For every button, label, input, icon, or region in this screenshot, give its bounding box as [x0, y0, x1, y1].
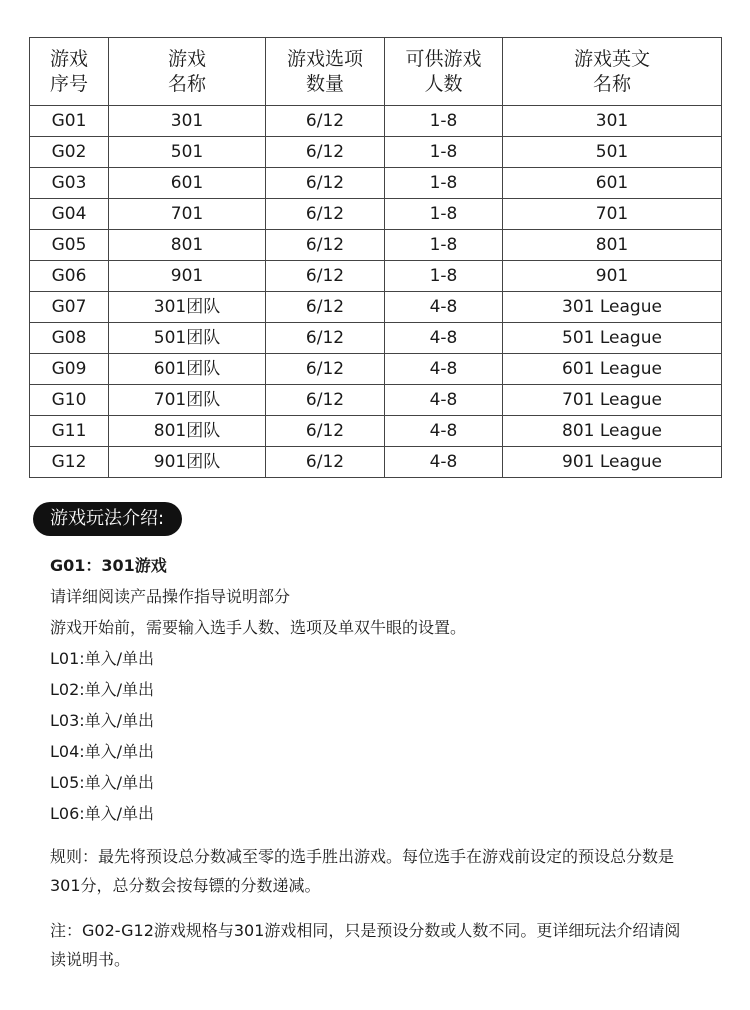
cell-english-name: 901 League	[503, 447, 722, 478]
cell-option-count: 6/12	[266, 416, 385, 447]
cell-player-count: 4-8	[385, 323, 503, 354]
intro-line: L03:单入/单出	[50, 711, 155, 730]
cell-game-name: 901	[109, 261, 266, 292]
intro-line: 请详细阅读产品操作指导说明部分	[50, 587, 291, 606]
cell-game-name: 601	[109, 168, 266, 199]
table-header-row	[30, 38, 722, 106]
cell-game-id: G11	[30, 416, 109, 447]
intro-line: L01:单入/单出	[50, 649, 155, 668]
intro-line: L06:单入/单出	[50, 804, 155, 823]
cell-player-count: 1-8	[385, 230, 503, 261]
cell-english-name: 901	[503, 261, 722, 292]
cell-player-count: 4-8	[385, 447, 503, 478]
cell-game-name: 801团队	[109, 416, 266, 447]
cell-option-count: 6/12	[266, 323, 385, 354]
cell-game-name: 501	[109, 137, 266, 168]
cell-english-name: 701	[503, 199, 722, 230]
cell-player-count: 4-8	[385, 416, 503, 447]
cell-player-count: 4-8	[385, 354, 503, 385]
cell-player-count: 4-8	[385, 292, 503, 323]
cell-option-count: 6/12	[266, 106, 385, 137]
cell-english-name: 301	[503, 106, 722, 137]
cell-option-count: 6/12	[266, 199, 385, 230]
header-option-count: 游戏选项 数量	[266, 38, 385, 106]
cell-game-name: 801	[109, 230, 266, 261]
game-heading: G01：301游戏	[50, 556, 167, 575]
cell-game-name: 701	[109, 199, 266, 230]
table-body	[30, 106, 722, 478]
game-spec-table-container	[29, 37, 721, 478]
cell-game-id: G01	[30, 106, 109, 137]
table-row	[30, 354, 722, 385]
cell-game-id: G05	[30, 230, 109, 261]
cell-english-name: 701 League	[503, 385, 722, 416]
table-row	[30, 447, 722, 478]
section-title-pill: 游戏玩法介绍:	[33, 502, 182, 536]
header-game-name: 游戏 名称	[109, 38, 266, 106]
cell-english-name: 501	[503, 137, 722, 168]
cell-english-name: 601	[503, 168, 722, 199]
cell-english-name: 301 League	[503, 292, 722, 323]
intro-content	[50, 553, 710, 974]
game-spec-table	[29, 37, 722, 478]
cell-english-name: 801 League	[503, 416, 722, 447]
cell-game-name: 501团队	[109, 323, 266, 354]
cell-game-name: 301团队	[109, 292, 266, 323]
table-row	[30, 261, 722, 292]
cell-game-id: G12	[30, 447, 109, 478]
table-row	[30, 416, 722, 447]
cell-english-name: 501 League	[503, 323, 722, 354]
rule-paragraph: 规则：最先将预设总分数减至零的选手胜出游戏。每位选手在游戏前设定的预设总分数是301分，总分数会按每镖的分数递减。	[50, 847, 675, 895]
table-row	[30, 168, 722, 199]
cell-english-name: 801	[503, 230, 722, 261]
table-row	[30, 385, 722, 416]
cell-game-name: 701团队	[109, 385, 266, 416]
intro-line: 游戏开始前，需要输入选手人数、选项及单双牛眼的设置。	[50, 618, 467, 637]
intro-line: L05:单入/单出	[50, 773, 155, 792]
cell-option-count: 6/12	[266, 292, 385, 323]
note-paragraph: 注：G02-G12游戏规格与301游戏相同，只是预设分数或人数不同。更详细玩法介绍请阅读说明书。	[50, 921, 681, 969]
cell-english-name: 601 League	[503, 354, 722, 385]
cell-player-count: 4-8	[385, 385, 503, 416]
cell-game-id: G10	[30, 385, 109, 416]
cell-game-name: 601团队	[109, 354, 266, 385]
cell-option-count: 6/12	[266, 261, 385, 292]
cell-game-name: 901团队	[109, 447, 266, 478]
cell-game-id: G07	[30, 292, 109, 323]
table-row	[30, 292, 722, 323]
cell-game-id: G09	[30, 354, 109, 385]
table-row	[30, 230, 722, 261]
cell-game-id: G06	[30, 261, 109, 292]
cell-game-id: G03	[30, 168, 109, 199]
header-game-id: 游戏 序号	[30, 38, 109, 106]
cell-option-count: 6/12	[266, 447, 385, 478]
table-row	[30, 106, 722, 137]
cell-player-count: 1-8	[385, 168, 503, 199]
cell-player-count: 1-8	[385, 137, 503, 168]
cell-player-count: 1-8	[385, 199, 503, 230]
cell-player-count: 1-8	[385, 261, 503, 292]
cell-option-count: 6/12	[266, 354, 385, 385]
table-row	[30, 137, 722, 168]
intro-line: L04:单入/单出	[50, 742, 155, 761]
cell-option-count: 6/12	[266, 137, 385, 168]
table-row	[30, 199, 722, 230]
cell-option-count: 6/12	[266, 168, 385, 199]
cell-game-name: 301	[109, 106, 266, 137]
cell-player-count: 1-8	[385, 106, 503, 137]
header-player-count: 可供游戏 人数	[385, 38, 503, 106]
cell-option-count: 6/12	[266, 385, 385, 416]
cell-game-id: G04	[30, 199, 109, 230]
cell-game-id: G08	[30, 323, 109, 354]
intro-line: L02:单入/单出	[50, 680, 155, 699]
header-english-name: 游戏英文 名称	[503, 38, 722, 106]
cell-game-id: G02	[30, 137, 109, 168]
cell-option-count: 6/12	[266, 230, 385, 261]
table-row	[30, 323, 722, 354]
